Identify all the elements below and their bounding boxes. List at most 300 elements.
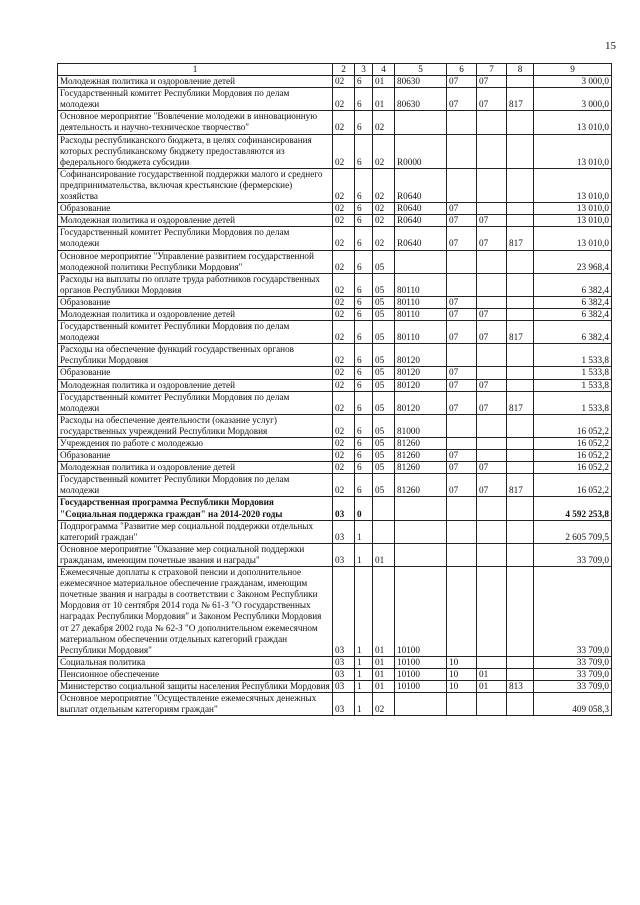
code-cell-c7: 07 [477, 88, 507, 111]
code-cell-c3: 6 [355, 168, 373, 202]
table-row [58, 543, 612, 566]
code-cell-c2: 03 [333, 497, 355, 520]
amount-cell: 13 010,0 [534, 111, 612, 134]
amount-cell: 16 052,2 [534, 462, 612, 474]
code-cell-c6: 10 [447, 680, 477, 692]
code-cell-c7: 07 [477, 227, 507, 250]
amount-cell: 13 010,0 [534, 227, 612, 250]
row-name-cell: Молодежная политика и оздоровление детей [58, 379, 333, 391]
code-cell-c8 [507, 111, 534, 134]
amount-cell: 1 533,8 [534, 391, 612, 414]
code-cell-c8 [507, 273, 534, 296]
amount-cell: 4 592 253,8 [534, 497, 612, 520]
code-cell-c6 [447, 693, 477, 716]
code-cell-c2: 02 [333, 273, 355, 296]
code-cell-c3: 6 [355, 203, 373, 215]
code-cell-c7: 07 [477, 308, 507, 320]
code-cell-c7 [477, 296, 507, 308]
code-cell-c5: 80120 [395, 344, 447, 367]
code-cell-c5: 80110 [395, 273, 447, 296]
code-cell-c5: 80120 [395, 379, 447, 391]
code-cell-c2: 02 [333, 215, 355, 227]
code-cell-c8 [507, 296, 534, 308]
table-row [58, 668, 612, 680]
code-cell-c7 [477, 273, 507, 296]
row-name-cell: Молодежная политика и оздоровление детей [58, 76, 333, 88]
row-name-cell: Расходы на обеспечение функций государственных органов Республики Мордовия [58, 344, 333, 367]
amount-cell: 13 010,0 [534, 168, 612, 202]
table-row [58, 497, 612, 520]
code-cell-c8: 817 [507, 227, 534, 250]
code-cell-c3: 6 [355, 76, 373, 88]
column-header: 9 [534, 64, 612, 76]
table-row [58, 273, 612, 296]
code-cell-c4: 05 [373, 344, 395, 367]
code-cell-c7: 01 [477, 668, 507, 680]
code-cell-c2: 02 [333, 250, 355, 273]
table-row [58, 134, 612, 168]
table-row [58, 450, 612, 462]
row-name-cell: Молодежная политика и оздоровление детей [58, 462, 333, 474]
table-row [58, 168, 612, 202]
code-cell-c7 [477, 344, 507, 367]
code-cell-c3: 6 [355, 273, 373, 296]
code-cell-c4: 05 [373, 414, 395, 437]
code-cell-c7 [477, 438, 507, 450]
code-cell-c5: R0640 [395, 215, 447, 227]
amount-cell: 6 382,4 [534, 296, 612, 308]
code-cell-c7: 07 [477, 76, 507, 88]
table-row [58, 379, 612, 391]
row-name-cell: Ежемесячные доплаты к страховой пенсии и дополнительное ежемесячное материальное обеспечение гражданам, имеющим почетные звания и награды в соответствии с Законом Республики Мордовия от 10 сентября 2014 года № 61-З "О государственных наградах Республики Мордовия" и Законом Республики Мордовия от 27 декабря 2002 года № 62-З "О дополнительном ежемесячном материальном обеспечении отдельных категорий граждан Республики Мордовия" [58, 567, 333, 657]
code-cell-c3: 1 [355, 520, 373, 543]
amount-cell: 33 709,0 [534, 543, 612, 566]
code-cell-c4: 02 [373, 227, 395, 250]
code-cell-c3: 6 [355, 134, 373, 168]
code-cell-c2: 02 [333, 308, 355, 320]
code-cell-c5: 80120 [395, 367, 447, 379]
code-cell-c5: R0640 [395, 227, 447, 250]
code-cell-c3: 6 [355, 391, 373, 414]
row-name-cell: Государственный комитет Республики Мордовия по делам молодежи [58, 321, 333, 344]
code-cell-c6: 07 [447, 474, 477, 497]
code-cell-c2: 03 [333, 680, 355, 692]
code-cell-c6 [447, 414, 477, 437]
code-cell-c2: 02 [333, 296, 355, 308]
code-cell-c6: 07 [447, 88, 477, 111]
code-cell-c2: 03 [333, 543, 355, 566]
code-cell-c4: 02 [373, 693, 395, 716]
code-cell-c6 [447, 250, 477, 273]
code-cell-c7 [477, 111, 507, 134]
code-cell-c7: 07 [477, 379, 507, 391]
code-cell-c2: 02 [333, 134, 355, 168]
code-cell-c8 [507, 497, 534, 520]
code-cell-c6 [447, 111, 477, 134]
code-cell-c3: 1 [355, 693, 373, 716]
row-name-cell: Основное мероприятие "Управление развитием государственной молодежной политики Республики Мордовия" [58, 250, 333, 273]
amount-cell: 13 010,0 [534, 215, 612, 227]
code-cell-c5 [395, 497, 447, 520]
code-cell-c7: 07 [477, 215, 507, 227]
code-cell-c2: 02 [333, 321, 355, 344]
code-cell-c3: 1 [355, 656, 373, 668]
code-cell-c7 [477, 414, 507, 437]
amount-cell: 16 052,2 [534, 474, 612, 497]
code-cell-c4: 05 [373, 308, 395, 320]
code-cell-c8 [507, 656, 534, 668]
row-name-cell: Подпрограмма "Развитие мер социальной поддержки отдельных категорий граждан" [58, 520, 333, 543]
code-cell-c8: 817 [507, 88, 534, 111]
amount-cell: 1 533,8 [534, 367, 612, 379]
code-cell-c6 [447, 567, 477, 657]
code-cell-c8 [507, 250, 534, 273]
table-row [58, 391, 612, 414]
code-cell-c7 [477, 250, 507, 273]
code-cell-c3: 1 [355, 680, 373, 692]
code-cell-c7 [477, 543, 507, 566]
amount-cell: 16 052,2 [534, 414, 612, 437]
code-cell-c6 [447, 497, 477, 520]
table-row [58, 344, 612, 367]
column-header: 8 [507, 64, 534, 76]
page-number: 15 [605, 40, 616, 52]
code-cell-c3: 6 [355, 250, 373, 273]
table-row [58, 520, 612, 543]
amount-cell: 33 709,0 [534, 680, 612, 692]
code-cell-c4: 01 [373, 76, 395, 88]
code-cell-c2: 02 [333, 203, 355, 215]
code-cell-c3: 6 [355, 474, 373, 497]
table-row [58, 462, 612, 474]
code-cell-c3: 6 [355, 450, 373, 462]
column-header: 2 [333, 64, 355, 76]
code-cell-c5 [395, 543, 447, 566]
row-name-cell: Социальная политика [58, 656, 333, 668]
amount-cell: 6 382,4 [534, 321, 612, 344]
code-cell-c7 [477, 168, 507, 202]
amount-cell: 13 010,0 [534, 203, 612, 215]
amount-cell: 16 052,2 [534, 438, 612, 450]
code-cell-c4: 05 [373, 450, 395, 462]
code-cell-c4: 01 [373, 680, 395, 692]
amount-cell: 6 382,4 [534, 273, 612, 296]
table-row [58, 680, 612, 692]
row-name-cell: Пенсионное обеспечение [58, 668, 333, 680]
column-header: 3 [355, 64, 373, 76]
code-cell-c6 [447, 438, 477, 450]
code-cell-c4 [373, 497, 395, 520]
code-cell-c2: 03 [333, 520, 355, 543]
code-cell-c5: 10100 [395, 567, 447, 657]
row-name-cell: Основное мероприятие "Осуществление ежемесячных денежных выплат отдельным категориям граждан" [58, 693, 333, 716]
code-cell-c4: 02 [373, 134, 395, 168]
code-cell-c5 [395, 111, 447, 134]
code-cell-c7 [477, 134, 507, 168]
code-cell-c3: 6 [355, 438, 373, 450]
code-cell-c3: 6 [355, 215, 373, 227]
code-cell-c5 [395, 250, 447, 273]
code-cell-c3: 1 [355, 567, 373, 657]
code-cell-c6: 07 [447, 462, 477, 474]
table-row [58, 567, 612, 657]
code-cell-c7 [477, 693, 507, 716]
code-cell-c6: 10 [447, 668, 477, 680]
code-cell-c3: 6 [355, 321, 373, 344]
amount-cell: 6 382,4 [534, 308, 612, 320]
code-cell-c4: 01 [373, 656, 395, 668]
code-cell-c3: 6 [355, 296, 373, 308]
row-name-cell: Расходы на выплаты по оплате труда работников государственных органов Республики Мордовия [58, 273, 333, 296]
code-cell-c7: 01 [477, 680, 507, 692]
code-cell-c2: 03 [333, 693, 355, 716]
table-row [58, 367, 612, 379]
code-cell-c4 [373, 520, 395, 543]
code-cell-c3: 1 [355, 543, 373, 566]
row-name-cell: Молодежная политика и оздоровление детей [58, 308, 333, 320]
code-cell-c4: 01 [373, 88, 395, 111]
code-cell-c2: 02 [333, 414, 355, 437]
amount-cell: 3 000,0 [534, 76, 612, 88]
row-name-cell: Расходы на обеспечение деятельности (оказание услуг) государственных учреждений Республики Мордовия [58, 414, 333, 437]
row-name-cell: Образование [58, 367, 333, 379]
budget-table [57, 63, 612, 716]
column-header: 4 [373, 64, 395, 76]
code-cell-c8 [507, 344, 534, 367]
code-cell-c5: 81260 [395, 462, 447, 474]
code-cell-c7 [477, 520, 507, 543]
code-cell-c2: 02 [333, 76, 355, 88]
row-name-cell: Государственная программа Республики Мордовия "Социальная поддержка граждан" на 2014-2020 годы [58, 497, 333, 520]
code-cell-c3: 6 [355, 308, 373, 320]
code-cell-c8 [507, 76, 534, 88]
code-cell-c6 [447, 168, 477, 202]
row-name-cell: Министерство социальной защиты населения Республики Мордовия [58, 680, 333, 692]
code-cell-c6: 07 [447, 367, 477, 379]
code-cell-c4: 05 [373, 250, 395, 273]
code-cell-c7 [477, 367, 507, 379]
code-cell-c4: 05 [373, 438, 395, 450]
code-cell-c6: 07 [447, 76, 477, 88]
row-name-cell: Софинансирование государственной поддержки малого и среднего предпринимательства, включая крестьянские (фермерские) хозяйства [58, 168, 333, 202]
code-cell-c8 [507, 203, 534, 215]
row-name-cell: Образование [58, 203, 333, 215]
row-name-cell: Государственный комитет Республики Мордовия по делам молодежи [58, 88, 333, 111]
table-row [58, 215, 612, 227]
table-row [58, 656, 612, 668]
code-cell-c7: 07 [477, 462, 507, 474]
code-cell-c6: 07 [447, 215, 477, 227]
table-row [58, 308, 612, 320]
code-cell-c2: 03 [333, 668, 355, 680]
code-cell-c4: 05 [373, 474, 395, 497]
code-cell-c6: 07 [447, 203, 477, 215]
code-cell-c7 [477, 203, 507, 215]
code-cell-c2: 02 [333, 111, 355, 134]
code-cell-c4: 05 [373, 379, 395, 391]
table-row [58, 203, 612, 215]
table-row [58, 88, 612, 111]
code-cell-c5: 80630 [395, 76, 447, 88]
table-row [58, 414, 612, 437]
code-cell-c2: 02 [333, 379, 355, 391]
code-cell-c8: 817 [507, 391, 534, 414]
code-cell-c4: 05 [373, 462, 395, 474]
code-cell-c6: 10 [447, 656, 477, 668]
code-cell-c2: 03 [333, 656, 355, 668]
code-cell-c8 [507, 543, 534, 566]
table-row [58, 321, 612, 344]
code-cell-c5: R0640 [395, 203, 447, 215]
table-row [58, 438, 612, 450]
code-cell-c8: 817 [507, 321, 534, 344]
code-cell-c7 [477, 656, 507, 668]
code-cell-c5: 81260 [395, 438, 447, 450]
code-cell-c4: 05 [373, 367, 395, 379]
code-cell-c8 [507, 693, 534, 716]
code-cell-c7: 07 [477, 321, 507, 344]
table-row [58, 296, 612, 308]
row-name-cell: Основное мероприятие "Вовлечение молодежи в инновационную деятельность и научно-техническое творчество" [58, 111, 333, 134]
code-cell-c8 [507, 215, 534, 227]
code-cell-c5: 80110 [395, 321, 447, 344]
code-cell-c5 [395, 520, 447, 543]
code-cell-c8 [507, 308, 534, 320]
code-cell-c6 [447, 273, 477, 296]
code-cell-c8 [507, 438, 534, 450]
code-cell-c6: 07 [447, 391, 477, 414]
code-cell-c4: 02 [373, 111, 395, 134]
code-cell-c4: 01 [373, 668, 395, 680]
code-cell-c4: 05 [373, 391, 395, 414]
row-name-cell: Образование [58, 450, 333, 462]
code-cell-c6 [447, 134, 477, 168]
column-header: 5 [395, 64, 447, 76]
table-row [58, 227, 612, 250]
row-name-cell: Молодежная политика и оздоровление детей [58, 215, 333, 227]
code-cell-c2: 02 [333, 88, 355, 111]
table-row [58, 111, 612, 134]
row-name-cell: Основное мероприятие "Оказание мер социальной поддержки гражданам, имеющим почетные звания и награды" [58, 543, 333, 566]
code-cell-c4: 05 [373, 273, 395, 296]
code-cell-c5: 80110 [395, 308, 447, 320]
code-cell-c7 [477, 497, 507, 520]
code-cell-c8 [507, 450, 534, 462]
column-header: 6 [447, 64, 477, 76]
code-cell-c3: 6 [355, 379, 373, 391]
code-cell-c8: 817 [507, 474, 534, 497]
code-cell-c3: 6 [355, 414, 373, 437]
code-cell-c3: 0 [355, 497, 373, 520]
amount-cell: 3 000,0 [534, 88, 612, 111]
code-cell-c5: 81260 [395, 474, 447, 497]
code-cell-c2: 02 [333, 438, 355, 450]
code-cell-c3: 6 [355, 344, 373, 367]
code-cell-c8 [507, 520, 534, 543]
row-name-cell: Образование [58, 296, 333, 308]
code-cell-c5: 10100 [395, 656, 447, 668]
code-cell-c6: 07 [447, 308, 477, 320]
code-cell-c8 [507, 367, 534, 379]
code-cell-c5: 80120 [395, 391, 447, 414]
code-cell-c4: 05 [373, 296, 395, 308]
code-cell-c2: 02 [333, 462, 355, 474]
code-cell-c2: 03 [333, 567, 355, 657]
code-cell-c8 [507, 134, 534, 168]
code-cell-c2: 02 [333, 367, 355, 379]
code-cell-c8 [507, 414, 534, 437]
code-cell-c3: 6 [355, 367, 373, 379]
code-cell-c6: 07 [447, 321, 477, 344]
code-cell-c5: 80630 [395, 88, 447, 111]
code-cell-c5: R0000 [395, 134, 447, 168]
code-cell-c5: 81000 [395, 414, 447, 437]
code-cell-c2: 02 [333, 474, 355, 497]
row-name-cell: Учреждения по работе с молодежью [58, 438, 333, 450]
code-cell-c7 [477, 450, 507, 462]
code-cell-c4: 05 [373, 321, 395, 344]
amount-cell: 1 533,8 [534, 379, 612, 391]
code-cell-c8: 813 [507, 680, 534, 692]
row-name-cell: Расходы республиканского бюджета, в целях софинансирования которых республиканскому бюджету предоставляются из федерального бюджета субсидии [58, 134, 333, 168]
amount-cell: 33 709,0 [534, 668, 612, 680]
amount-cell: 1 533,8 [534, 344, 612, 367]
table-row [58, 250, 612, 273]
row-name-cell: Государственный комитет Республики Мордовия по делам молодежи [58, 227, 333, 250]
column-header: 1 [58, 64, 333, 76]
code-cell-c6: 07 [447, 379, 477, 391]
code-cell-c5: 10100 [395, 680, 447, 692]
amount-cell: 409 058,3 [534, 693, 612, 716]
code-cell-c2: 02 [333, 450, 355, 462]
code-cell-c3: 6 [355, 88, 373, 111]
code-cell-c3: 6 [355, 462, 373, 474]
row-name-cell: Государственный комитет Республики Мордовия по делам молодежи [58, 474, 333, 497]
code-cell-c6: 07 [447, 450, 477, 462]
table-row [58, 693, 612, 716]
table-row [58, 474, 612, 497]
amount-cell: 33 709,0 [534, 567, 612, 657]
code-cell-c5: 10100 [395, 668, 447, 680]
code-cell-c5: 80110 [395, 296, 447, 308]
code-cell-c8 [507, 379, 534, 391]
code-cell-c7: 07 [477, 474, 507, 497]
amount-cell: 23 968,4 [534, 250, 612, 273]
code-cell-c8 [507, 668, 534, 680]
code-cell-c2: 02 [333, 391, 355, 414]
code-cell-c6 [447, 543, 477, 566]
code-cell-c5: 81260 [395, 450, 447, 462]
code-cell-c4: 01 [373, 543, 395, 566]
code-cell-c2: 02 [333, 344, 355, 367]
code-cell-c4: 02 [373, 203, 395, 215]
code-cell-c2: 02 [333, 227, 355, 250]
code-cell-c6 [447, 344, 477, 367]
amount-cell: 13 010,0 [534, 134, 612, 168]
column-header: 7 [477, 64, 507, 76]
row-name-cell: Государственный комитет Республики Мордовия по делам молодежи [58, 391, 333, 414]
amount-cell: 2 605 709,5 [534, 520, 612, 543]
code-cell-c2: 02 [333, 168, 355, 202]
table-header-row [58, 64, 612, 76]
code-cell-c4: 02 [373, 215, 395, 227]
code-cell-c7 [477, 567, 507, 657]
table-row [58, 76, 612, 88]
amount-cell: 33 709,0 [534, 656, 612, 668]
code-cell-c6: 07 [447, 296, 477, 308]
amount-cell: 16 052,2 [534, 450, 612, 462]
code-cell-c8 [507, 168, 534, 202]
